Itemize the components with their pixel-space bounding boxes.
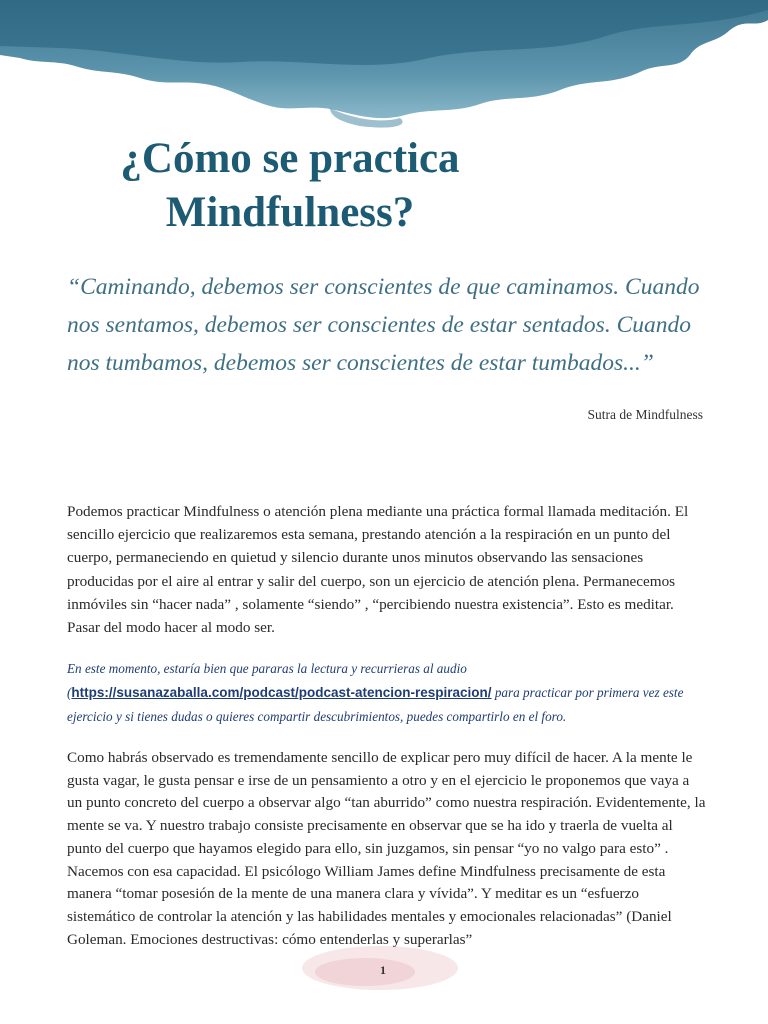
page-title bbox=[0, 132, 580, 240]
audio-note bbox=[67, 657, 707, 729]
audio-note-paren: ( bbox=[67, 685, 72, 700]
title-line-2: Mindfulness? bbox=[165, 189, 415, 236]
audio-note-outro: para practicar por primera vez este ejercicio y si tienes dudas o quieres compartir descubrimientos, puedes compartirlo en el foro. bbox=[67, 685, 684, 724]
audio-note-intro: En este momento, estaría bien que pararas la lectura y recurrieras al audio bbox=[67, 661, 467, 676]
podcast-link[interactable]: https://susanazaballa.com/podcast/podcast-atencion-respiracion/ bbox=[71, 685, 492, 700]
body-paragraph-2: Como habrás observado es tremendamente sencillo de explicar pero muy difícil de hacer. A la mente le gusta vagar, le gusta pensar e irse de un pensamiento a otro y en el ejercicio le proponemos que vaya a un punto concreto del cuerpo a observar algo “tan aburrido” como nuestra respiración. Evidentemente, la mente se va. Y nuestro trabajo consiste precisamente en observar que se ha ido y traerla de vuelta al punto del cuerpo que hayamos elegido para ello, sin juzgamos, sin pensar “yo no valgo para esto” . Nacemos con esa capacidad. El psicólogo William James define Mindfulness precisamente de esta manera “tomar posesión de la mente de una manera clara y vívida”. Y meditar es un “esfuerzo sistemático de controlar la atención y las habilidades mentales y emocionales relacionadas” (Daniel Goleman. Emociones destructivas: cómo entenderlas y superarlas” bbox=[67, 749, 706, 948]
watercolor-header-decoration bbox=[0, 0, 768, 130]
quote-text: “Caminando, debemos ser conscientes de que caminamos. Cuando nos sentamos, debemos ser conscientes de estar sentados. Cuando nos tumbamos, debemos ser conscientes de estar tumbados...” bbox=[67, 274, 700, 376]
page-number: 1 bbox=[380, 963, 386, 977]
title-line-1: ¿Cómo se practica bbox=[120, 135, 460, 182]
body-paragraph-1: Podemos practicar Mindfulness o atención plena mediante una práctica formal llamada meditación. El sencillo ejercicio que realizaremos esta semana, prestando atención a la respiración en un punto del cuerpo, permaneciendo en quietud y silencio durante unos minutos observando las sensaciones producidas por el aire al entrar y salir del cuerpo, son un ejercicio de atención plena. Permanecemos inmóviles sin “hacer nada” , solamente “siendo” , “percibiendo nuestra existencia”. Esto es meditar. Pasar del modo hacer al modo ser. bbox=[67, 503, 689, 637]
quote-attribution: Sutra de Mindfulness bbox=[587, 407, 703, 422]
